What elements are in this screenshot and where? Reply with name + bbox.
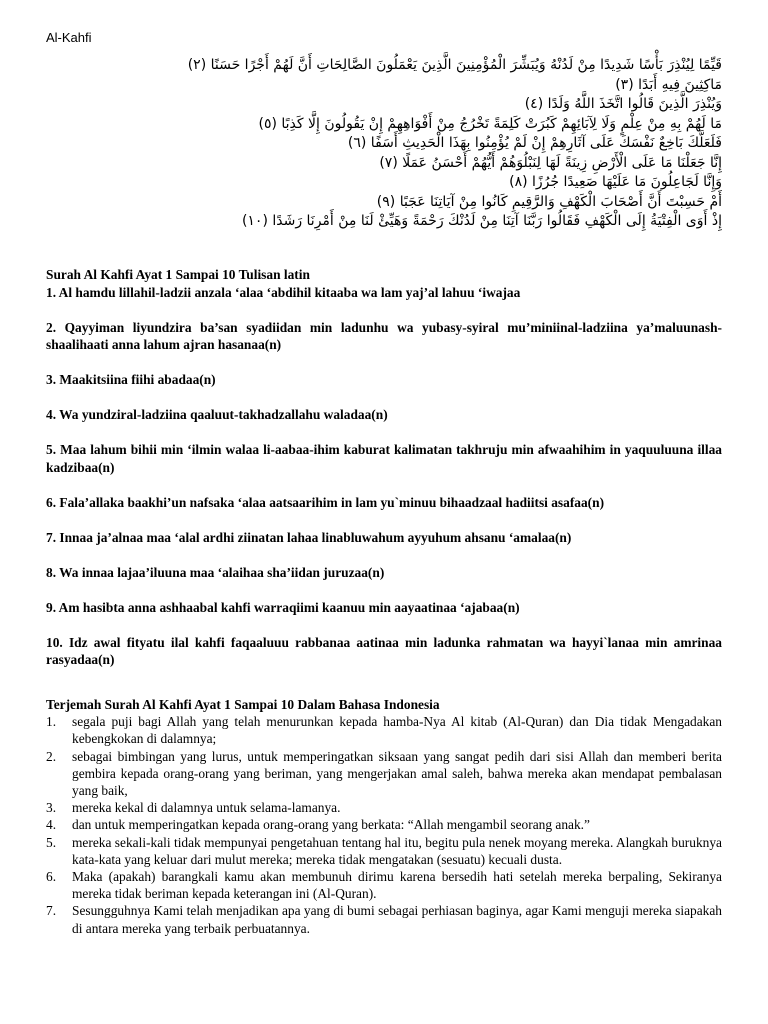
translation-item-number: 3. xyxy=(46,800,57,816)
latin-verse: 10. Idz awal fityatu ilal kahfi faqaaluuu rabbanaa aatinaa min ladunka rahmatan wa hayyi`lanaa min amrinaa rasyadaa(n) xyxy=(46,634,722,667)
translation-item-number: 5. xyxy=(46,834,57,850)
translation-item-number: 7. xyxy=(46,903,57,919)
latin-heading: Surah Al Kahfi Ayat 1 Sampai 10 Tulisan latin xyxy=(46,267,310,282)
arabic-line: مَاكِثِينَ فِيهِ أَبَدًا (٣) xyxy=(615,76,722,93)
arabic-line: إِنَّا جَعَلْنَا مَا عَلَى الْأَرْضِ زِينَةً لَهَا لِنَبْلُوَهُمْ أَيُّهُمْ أَحْسَنُ عَمَلًا (٧) xyxy=(379,154,722,171)
arabic-line: مَا لَهُمْ بِهِ مِنْ عِلْمٍ وَلَا لِآبَائِهِمْ كَبُرَتْ كَلِمَةً تَخْرُجُ مِنْ أَفْوَاهِهِمْ إِنْ يَقُولُونَ إِلَّا كَذِبًا (٥) xyxy=(258,115,722,132)
latin-verse: 5. Maa lahum bihii min ‘ilmin walaa li-aabaa-ihim kaburat kalimatan takhruju min afwaahihim in yaquuluuna illaa kadzibaa(n) xyxy=(46,442,722,475)
latin-verse: 3. Maakitsiina fiihi abadaa(n) xyxy=(46,372,216,387)
latin-verse: 9. Am hasibta anna ashhaabal kahfi warraqiimi kaanuu min aayaatinaa ‘ajabaa(n) xyxy=(46,599,520,615)
translation-item-number: 6. xyxy=(46,869,57,885)
latin-verse: 6. Fala’allaka baakhi’un nafsaka ‘alaa aatsaarihim in lam yu`minuu bihaadzaal hadiitsi asafaa(n) xyxy=(46,494,605,510)
translation-item-text: segala puji bagi Allah yang telah menurunkan kepada hamba-Nya Al kitab (Al-Quran) dan Dia tidak Mengadakan kebengkokan di dalamnya; xyxy=(72,714,722,747)
arabic-line: وَيُنْذِرَ الَّذِينَ قَالُوا اتَّخَذَ اللَّهُ وَلَدًا (٤) xyxy=(524,96,722,112)
translation-item-text: sebagai bimbingan yang lurus, untuk memperingatkan siksaan yang sangat pedih dari sisi Allah dan memberi berita gembira kepada orang-orang yang beriman, yang mengerjakan amal saleh, bahwa mereka akan mendapat pembalasan yang baik, xyxy=(72,748,722,799)
translation-item xyxy=(46,902,722,936)
translation-section xyxy=(46,696,722,937)
translation-list xyxy=(46,713,722,937)
latin-verse: 7. Innaa ja’alnaa maa ‘alal ardhi ziinatan lahaa linabluwahum ayyuhum ahsanu ‘amalaa(n) xyxy=(46,529,572,545)
latin-verse: 2. Qayyiman liyundzira ba’san syadiidan min ladunhu wa yubasy-syiral mu’miniinal-ladziina ya’maluunash-shaalihaati anna lahum ajran hasanaa(n) xyxy=(46,319,722,352)
translation-item xyxy=(46,799,722,816)
latin-verse: 1. Al hamdu lillahil-ladzii anzala ‘alaa ‘abdihil kitaaba wa lam yaj’al lahuu ‘iwajaa xyxy=(46,284,521,300)
translation-item xyxy=(46,868,722,902)
translation-item-text: Sesungguhnya Kami telah menjadikan apa yang di bumi sebagai perhiasan baginya, agar Kami menguji mereka siapakah di antara mereka yang terbaik perbuatannya. xyxy=(72,903,722,936)
translation-item-text: dan untuk memperingatkan kepada orang-orang yang berkata: “Allah mengambil seorang anak.” xyxy=(72,817,590,833)
arabic-line: قَيِّمًا لِيُنْذِرَ بَأْسًا شَدِيدًا مِنْ لَدُنْهُ وَيُبَشِّرَ الْمُؤْمِنِينَ الَّذِينَ يَعْمَلُونَ الصَّالِحَاتِ أَنَّ لَهُمْ أَجْرًا حَسَنًا (٢) xyxy=(187,57,722,73)
arabic-line: أَمْ حَسِبْتَ أَنَّ أَصْحَابَ الْكَهْفِ وَالرَّقِيمِ كَانُوا مِنْ آيَاتِنَا عَجَبًا (٩) xyxy=(376,193,722,210)
translation-item xyxy=(46,834,722,868)
translation-item-text: mereka sekali-kali tidak mempunyai pengetahuan tentang hal itu, begitu pula nenek moyang mereka. Alangkah buruknya kata-kata yang keluar dari mulut mereka; mereka tidak mengatakan (sesuatu) kecuali dusta. xyxy=(72,834,722,867)
arabic-line: وَإِنَّا لَجَاعِلُونَ مَا عَلَيْهَا صَعِيدًا جُرُزًا (٨) xyxy=(509,174,722,190)
translation-item xyxy=(46,816,722,833)
translation-item-number: 2. xyxy=(46,748,57,764)
translation-item-number: 4. xyxy=(46,817,57,833)
arabic-line: إِذْ أَوَى الْفِتْيَةُ إِلَى الْكَهْفِ فَقَالُوا رَبَّنَا آتِنَا مِنْ لَدُنْكَ رَحْمَةً وَهَيِّئْ لَنَا مِنْ أَمْرِنَا رَشَدًا (١٠) xyxy=(241,213,722,229)
document-header-title: Al-Kahfi xyxy=(46,30,92,45)
translation-item-number: 1. xyxy=(46,714,57,730)
translation-item-text: mereka kekal di dalamnya untuk selama-lamanya. xyxy=(72,800,341,816)
latin-verse: 8. Wa innaa lajaa’iluuna maa ‘alaihaa sha’iidan juruzaa(n) xyxy=(46,564,385,580)
arabic-line: فَلَعَلَّكَ بَاخِعٌ نَفْسَكَ عَلَى آثَارِهِمْ إِنْ لَمْ يُؤْمِنُوا بِهَذَا الْحَدِيثِ أَسَفًا (٦) xyxy=(347,135,722,151)
translation-item xyxy=(46,713,722,747)
translation-item-text: Maka (apakah) barangkali kamu akan membunuh dirimu karena bersedih hati setelah mereka berpaling, Sekiranya mereka tidak beriman kepada keterangan ini (Al-Quran). xyxy=(72,869,722,902)
translation-item xyxy=(46,748,722,800)
translation-heading: Terjemah Surah Al Kahfi Ayat 1 Sampai 10 Dalam Bahasa Indonesia xyxy=(46,697,440,712)
latin-verse: 4. Wa yundziral-ladziina qaaluut-takhadzallahu waladaa(n) xyxy=(46,407,388,422)
latin-transliteration-section xyxy=(46,266,722,686)
arabic-text-block xyxy=(46,56,722,232)
